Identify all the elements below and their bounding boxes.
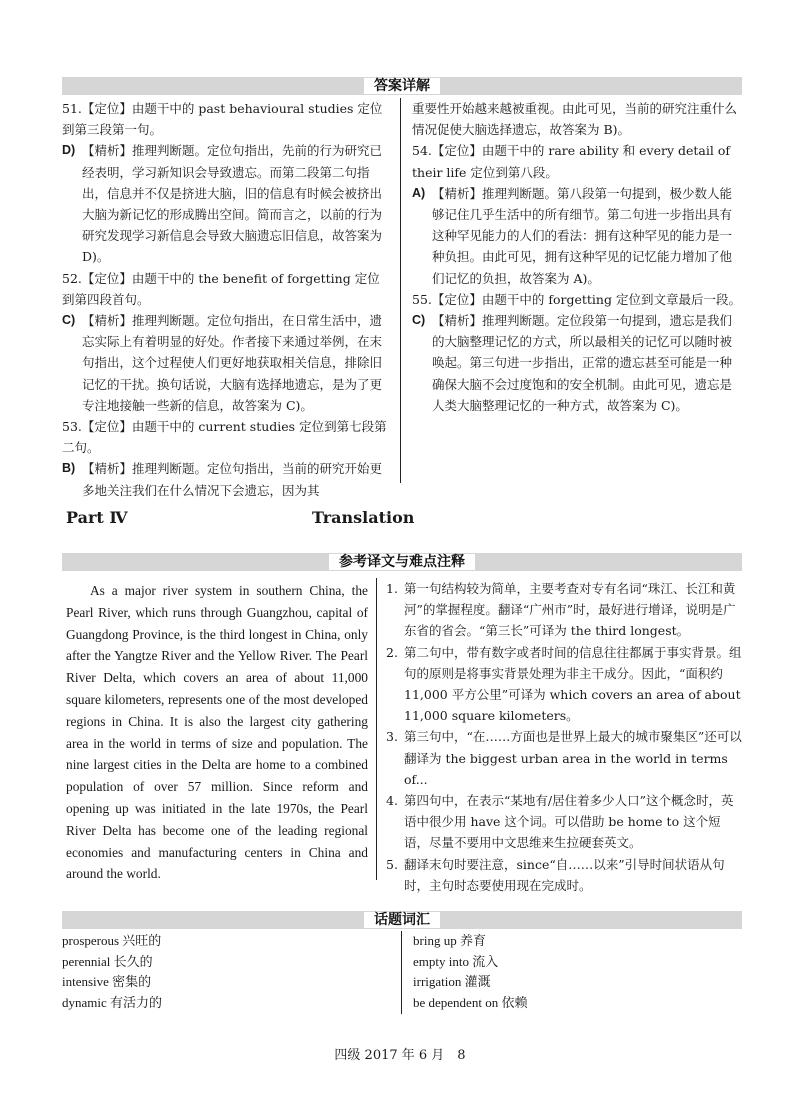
section-title-translation: 参考译文与难点注释 — [329, 554, 475, 570]
q53-answer-letter: B) — [62, 461, 76, 476]
page-footer: 四级 2017 年 6 月 8 — [334, 1048, 466, 1063]
q52-analysis: 【精析】推理判断题。定位句指出，在日常生活中，遗忘实际上有着明显的好处。作者接下来通过举例，在末句指出，这个过程使人们更好地获取相关信息，排除旧记忆的干扰。换句话说，大脑有选择地遗忘，是为了更专注地接触一些新的信息，故答案为 C)。 — [82, 313, 383, 413]
note-item — [386, 642, 742, 727]
vocab-item: be dependent on 依赖 — [413, 994, 528, 1010]
column-divider-answers — [400, 98, 401, 483]
note-number: 2. — [386, 644, 398, 660]
vocab-item: irrigation 灌溉 — [413, 974, 491, 989]
q53-analysis: 【精析】推理判断题。定位句指出，当前的研究开始更多地关注我们在什么情况下会遗忘，因为其 — [82, 461, 383, 498]
translation-paragraph: As a major river system in southern China, the Pearl River, which runs through Guangzhou, capital of Guangdong Province, is the third longest in China, only after the Yangtze River and the Yellow River. The Pearl River Delta, which covers an area of about 11,000 square kilometers, represents one of the most developed regions in China. It is also the largest city gathering area in the world in terms of size and population. The nine largest cities in the Delta are home to a combined population of over 57 million. Since reform and opening up was initiated in the late 1970s, the Pearl River Delta has become one of the leading regional economies and manufacturing centers in China and around the world. — [66, 583, 368, 882]
q55-analysis-row — [412, 310, 742, 416]
note-text: 第二句中，带有数字或者时间的信息往往都属于事实背景。组句的原则是将事实背景处理为非主干成分。因此，“面积约 11,000 平方公里”可译为 which covers an area of about 11,000 square kilometers。 — [404, 644, 742, 724]
note-number: 5. — [386, 856, 398, 872]
section-bar-answers — [62, 77, 742, 95]
q54-analysis: 【精析】推理判断题。第八段第一句提到，极少数人能够记住几乎生活中的所有细节。第二句进一步指出具有这种罕见能力的人们的看法：拥有这种罕见的能力是一种负担。由此可见，拥有这种罕见的记忆能力增加了他们记忆的负担，故答案为 A)。 — [432, 185, 733, 286]
q51-analysis-row — [62, 140, 392, 267]
section-title-vocab: 话题词汇 — [364, 912, 440, 928]
note-text: 第一句结构较为简单，主要考查对专有名词“珠江、长江和黄河”的掌握程度。翻译“广州市”时，最好进行增译，说明是广东省的省会。“第三长”可译为 the third longest。 — [404, 581, 736, 639]
note-item — [386, 726, 742, 790]
vocab-item: empty into 流入 — [413, 953, 499, 969]
section-bar-vocab — [62, 911, 742, 929]
note-text: 翻译末句时要注意，since“自……以来”引导时间状语从句时，主句时态要使用现在完成时。 — [404, 856, 725, 893]
vocab-item: dynamic 有活力的 — [62, 994, 163, 1010]
q55-analysis: 【精析】推理判断题。定位段第一句提到，遗忘是我们的大脑整理记忆的方式，所以最相关的记忆可以随时被唤起。第三句进一步指出，正常的遗忘甚至可能是一种确保大脑不会过度饱和的安全机制。由此可见，遗忘是人类大脑整理记忆的一种方式，故答案为 C)。 — [432, 313, 733, 413]
q53-analysis-row — [62, 458, 392, 500]
column-divider-vocab — [401, 931, 402, 1014]
q54-answer-letter: A) — [412, 185, 426, 200]
q54-analysis-row — [412, 183, 742, 289]
section-bar-translation — [62, 553, 742, 571]
q55-location: 55.【定位】由题干中的 forgetting 定位到文章最后一段。 — [412, 291, 741, 307]
note-text: 第三句中，“在……方面也是世界上最大的城市聚集区”还可以翻译为 the biggest urban area in the world in terms of... — [404, 729, 742, 787]
part-label: Part Ⅳ — [66, 508, 128, 527]
note-number: 3. — [386, 729, 398, 745]
part-title: Translation — [312, 508, 415, 527]
note-number: 1. — [386, 581, 398, 596]
notes-column — [386, 578, 742, 896]
q54-location: 54.【定位】由题干中的 rare ability 和 every detail of their life 定位到第八段。 — [412, 143, 730, 180]
vocab-left-list — [62, 931, 382, 1013]
vocab-item: intensive 密集的 — [62, 974, 152, 989]
q52-analysis-row — [62, 310, 392, 416]
vocab-right-list — [413, 931, 733, 1013]
q51-analysis: 【精析】推理判断题。定位句指出，先前的行为研究已经表明，学习新知识会导致遗忘。而第二段第二句指出，信息并不仅是挤进大脑，旧的信息有时候会被挤出大脑为新记忆的形成腾出空间。简而言之，以前的行为研究发现学习新信息会导致大脑遗忘旧信息，故答案为 D)。 — [82, 143, 383, 265]
note-number: 4. — [386, 793, 398, 809]
q55-answer-letter: C) — [412, 313, 426, 328]
note-item — [386, 854, 742, 896]
q51-location: 51.【定位】由题干中的 past behavioural studies 定位到第三段第一句。 — [62, 101, 383, 138]
q52-location: 52.【定位】由题干中的 the benefit of forgetting 定位到第四段首句。 — [62, 270, 380, 307]
note-item — [386, 578, 742, 642]
answers-right-column — [412, 98, 742, 416]
q51-answer-letter: D) — [62, 143, 76, 158]
vocab-item: perennial 长久的 — [62, 953, 153, 969]
answers-left-column — [62, 98, 392, 501]
note-text: 第四句中，在表示“某地有/居住着多少人口”这个概念时，英语中很少用 have 这个词。可以借助 be home to 这个短语，尽量不要用中文思维来生拉硬套英文。 — [404, 793, 734, 851]
q53-continued: 重要性开始越来越被重视。由此可见，当前的研究注重什么情况促使大脑选择遗忘，故答案为 B)。 — [412, 101, 738, 138]
section-title-answers: 答案详解 — [364, 78, 440, 94]
vocab-item: bring up 养育 — [413, 933, 486, 948]
column-divider-translation — [376, 578, 377, 880]
q52-answer-letter: C) — [62, 313, 76, 328]
note-item — [386, 790, 742, 854]
vocab-item: prosperous 兴旺的 — [62, 933, 162, 948]
q53-location: 53.【定位】由题干中的 current studies 定位到第七段第二句。 — [62, 419, 387, 456]
